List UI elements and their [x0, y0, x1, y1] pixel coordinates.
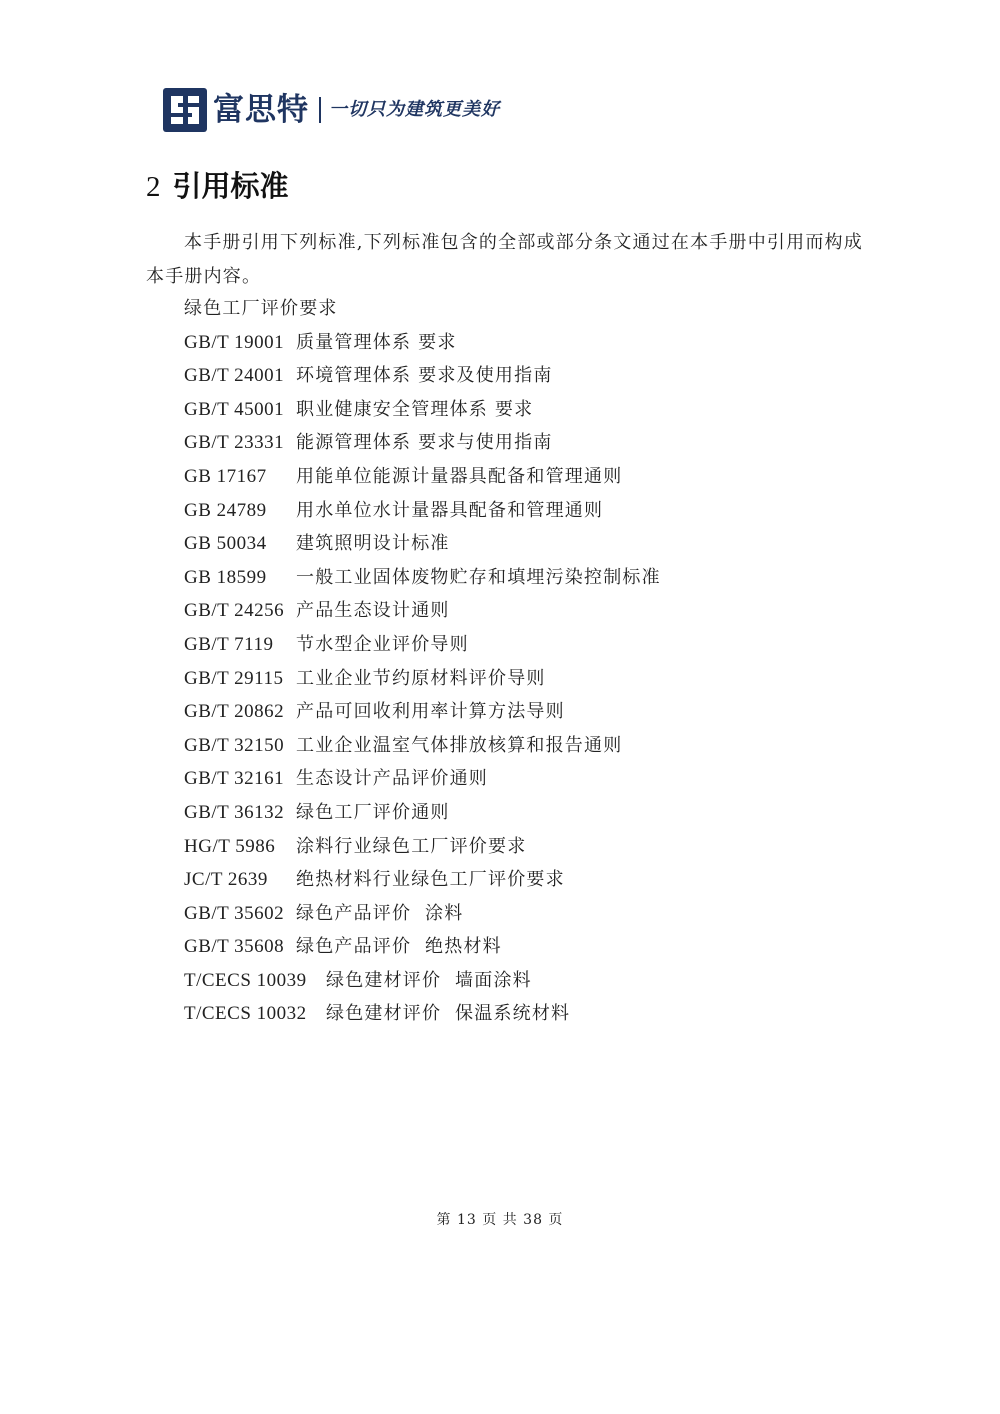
standard-code: GB/T 35602	[184, 902, 285, 924]
standard-name: 节水型企业评价导则	[296, 633, 469, 655]
standard-name: 绿色建材评价 墙面涂料	[326, 969, 532, 991]
standard-item	[184, 729, 661, 763]
standard-item	[184, 830, 661, 864]
standard-item	[184, 393, 661, 427]
standard-name: 生态设计产品评价通则	[296, 768, 488, 790]
standard-name: 能源管理体系 要求与使用指南	[296, 432, 553, 454]
logo-slogan: 一切只为建筑更美好	[329, 99, 500, 120]
standard-code: GB 24789	[184, 499, 267, 521]
standard-name: 质量管理体系 要求	[296, 331, 457, 353]
standard-name: 产品生态设计通则	[296, 600, 450, 622]
standard-code: GB/T 19001	[184, 331, 285, 353]
standard-item	[184, 695, 661, 729]
standard-code: GB/T 23331	[184, 432, 285, 454]
standard-item	[184, 897, 661, 931]
section-heading	[146, 164, 289, 209]
standard-code: GB/T 32161	[184, 768, 285, 790]
standard-name: 职业健康安全管理体系 要求	[296, 398, 534, 420]
section-title: 引用标准	[172, 169, 289, 203]
page-footer: 第 13 页 共 38 页	[436, 1212, 564, 1228]
standard-item	[184, 997, 661, 1031]
standard-name: 环境管理体系 要求及使用指南	[296, 365, 553, 387]
standard-name: 用水单位水计量器具配备和管理通则	[296, 499, 604, 521]
standard-name: 一般工业固体废物贮存和填埋污染控制标准	[296, 566, 661, 588]
standard-name: 绿色工厂评价要求	[184, 298, 338, 319]
logo-company-name: 富思特	[213, 92, 309, 128]
intro-paragraph: 本手册引用下列标准,下列标准包含的全部或部分条文通过在本手册中引用而构成本手册内容。	[146, 232, 863, 287]
fst-logo-icon	[163, 88, 207, 132]
standard-code: T/CECS 10032	[184, 1003, 307, 1025]
standard-item	[184, 460, 661, 494]
standard-item	[184, 662, 661, 696]
standard-code: GB/T 45001	[184, 398, 285, 420]
standard-code: T/CECS 10039	[184, 969, 307, 991]
standard-item	[184, 326, 661, 360]
standard-name: 绝热材料行业绿色工厂评价要求	[296, 869, 565, 891]
standard-item	[184, 527, 661, 561]
standard-code: GB/T 29115	[184, 667, 284, 689]
standard-item	[184, 863, 661, 897]
standard-name: 涂料行业绿色工厂评价要求	[296, 835, 527, 857]
standard-item	[184, 292, 661, 326]
standard-item	[184, 628, 661, 662]
standard-name: 绿色建材评价 保温系统材料	[326, 1003, 571, 1025]
section-number: 2	[146, 171, 161, 203]
standard-code: GB/T 36132	[184, 801, 285, 823]
standard-name: 工业企业节约原材料评价导则	[296, 667, 546, 689]
logo-divider	[319, 97, 321, 123]
standard-code: HG/T 5986	[184, 835, 276, 857]
standard-item	[184, 594, 661, 628]
standard-code: GB/T 35608	[184, 936, 285, 958]
standard-item	[184, 930, 661, 964]
standard-name: 建筑照明设计标准	[296, 533, 450, 555]
standard-code: GB/T 20862	[184, 701, 285, 723]
standard-code: GB/T 24256	[184, 600, 285, 622]
standard-name: 绿色产品评价 绝热材料	[296, 936, 502, 958]
standard-code: GB/T 32150	[184, 734, 285, 756]
standard-name: 产品可回收利用率计算方法导则	[296, 701, 565, 723]
standard-name: 用能单位能源计量器具配备和管理通则	[296, 465, 623, 487]
standard-code: GB/T 24001	[184, 365, 285, 387]
standard-name: 绿色产品评价 涂料	[296, 902, 464, 924]
standard-item	[184, 426, 661, 460]
standard-code: GB 50034	[184, 533, 267, 555]
standard-item	[184, 561, 661, 595]
standard-name: 绿色工厂评价通则	[296, 801, 450, 823]
standard-item	[184, 359, 661, 393]
standards-list	[184, 292, 661, 1031]
standard-item	[184, 964, 661, 998]
company-logo	[163, 88, 500, 132]
standard-item	[184, 494, 661, 528]
standard-name: 工业企业温室气体排放核算和报告通则	[296, 734, 623, 756]
standard-code: JC/T 2639	[184, 869, 268, 891]
standard-item	[184, 796, 661, 830]
standard-code: GB 18599	[184, 566, 267, 588]
standard-code: GB 17167	[184, 465, 267, 487]
standard-code: GB/T 7119	[184, 633, 274, 655]
standard-item	[184, 762, 661, 796]
